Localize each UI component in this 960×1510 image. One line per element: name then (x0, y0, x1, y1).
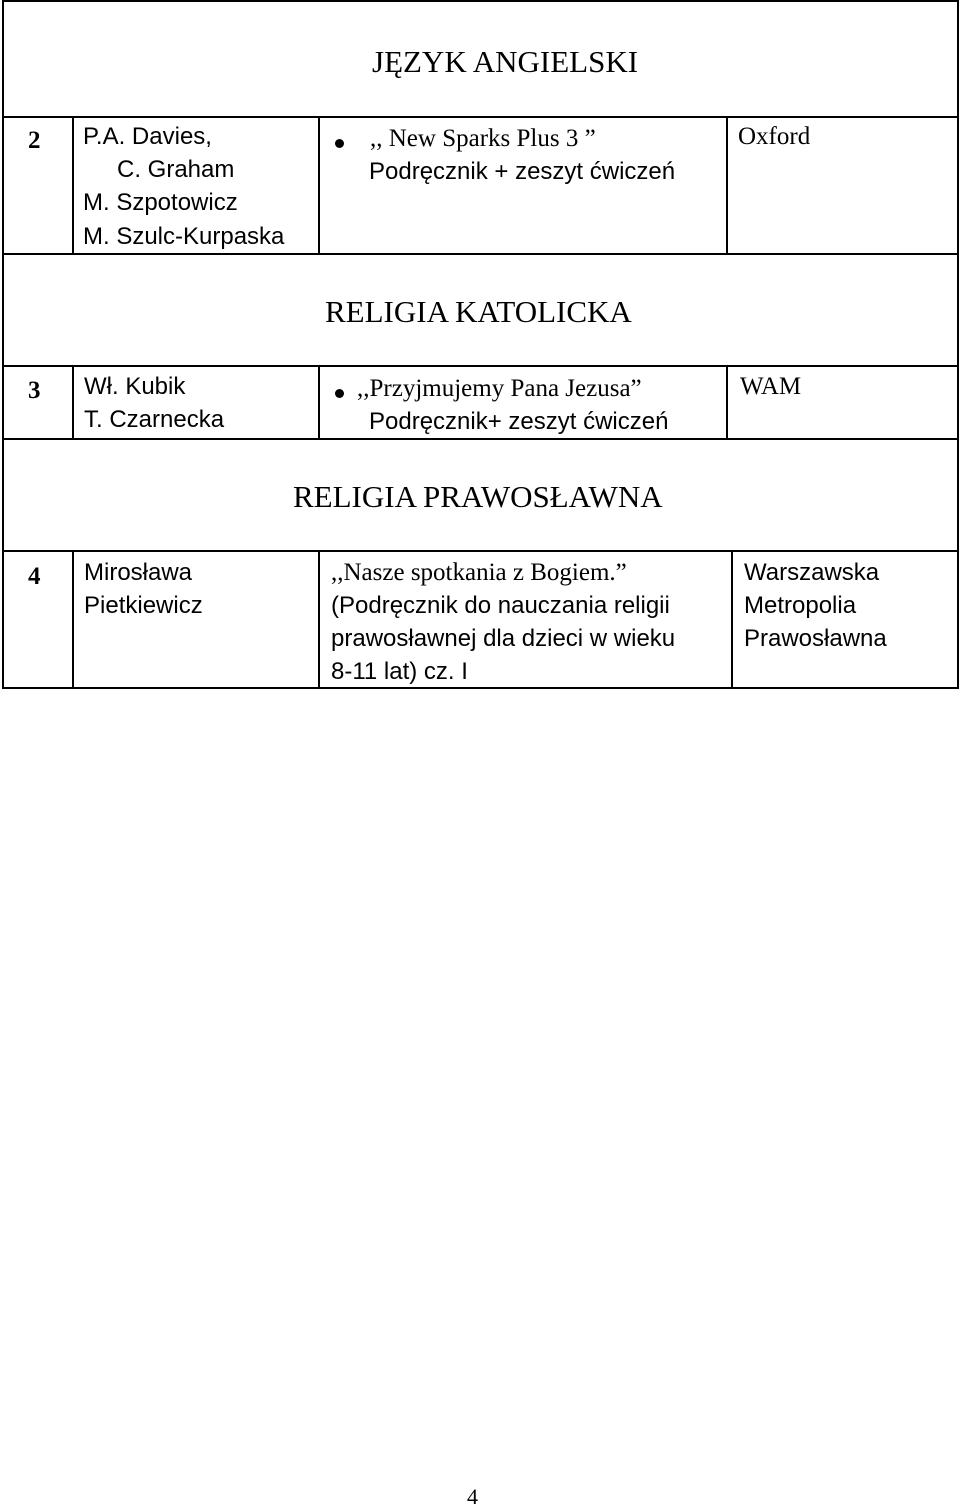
author-line: M. Szpotowicz (83, 189, 238, 216)
column-divider (731, 550, 733, 689)
publisher: Oxford (738, 123, 811, 150)
author-line: Pietkiewicz (84, 592, 203, 619)
description-line: prawosławnej dla dzieci w wieku (331, 625, 676, 652)
author-line: T. Czarnecka (84, 406, 225, 433)
page-number: 4 (467, 1484, 478, 1509)
column-divider (72, 116, 74, 255)
section-heading: RELIGIA KATOLICKA (325, 294, 632, 329)
row-number: 2 (28, 127, 41, 154)
author-line: P.A. Davies, (83, 123, 212, 150)
bullet-icon (335, 389, 344, 398)
description-line: (Podręcznik do nauczania religii (331, 592, 670, 619)
book-title: ,,Nasze spotkania z Bogiem.” (331, 559, 627, 586)
author-line: Mirosława (84, 559, 193, 586)
row-number: 3 (28, 377, 41, 404)
publisher: Metropolia (744, 592, 857, 619)
column-divider (72, 550, 74, 689)
section-heading: RELIGIA PRAWOSŁAWNA (293, 479, 663, 514)
bullet-icon (335, 139, 344, 148)
author-line: M. Szulc-Kurpaska (83, 223, 285, 250)
book-subtitle: Podręcznik + zeszyt ćwiczeń (369, 158, 676, 185)
section-heading: JĘZYK ANGIELSKI (372, 44, 639, 79)
book-subtitle: Podręcznik+ zeszyt ćwiczeń (369, 408, 669, 435)
author-line: Wł. Kubik (84, 373, 186, 400)
row-number: 4 (28, 563, 41, 590)
author-line: C. Graham (117, 156, 235, 183)
book-title: ,, New Sparks Plus 3 ” (370, 125, 596, 152)
book-title: ,,Przyjmujemy Pana Jezusa” (357, 375, 642, 402)
description-line: 8-11 lat) cz. I (331, 658, 468, 685)
column-divider (726, 116, 728, 255)
column-divider (318, 116, 320, 255)
publisher: Prawosławna (744, 625, 887, 652)
publisher: WAM (740, 373, 802, 400)
column-divider (318, 365, 320, 440)
column-divider (318, 550, 320, 689)
publisher: Warszawska (744, 559, 880, 586)
column-divider (72, 365, 74, 440)
column-divider (726, 365, 728, 440)
